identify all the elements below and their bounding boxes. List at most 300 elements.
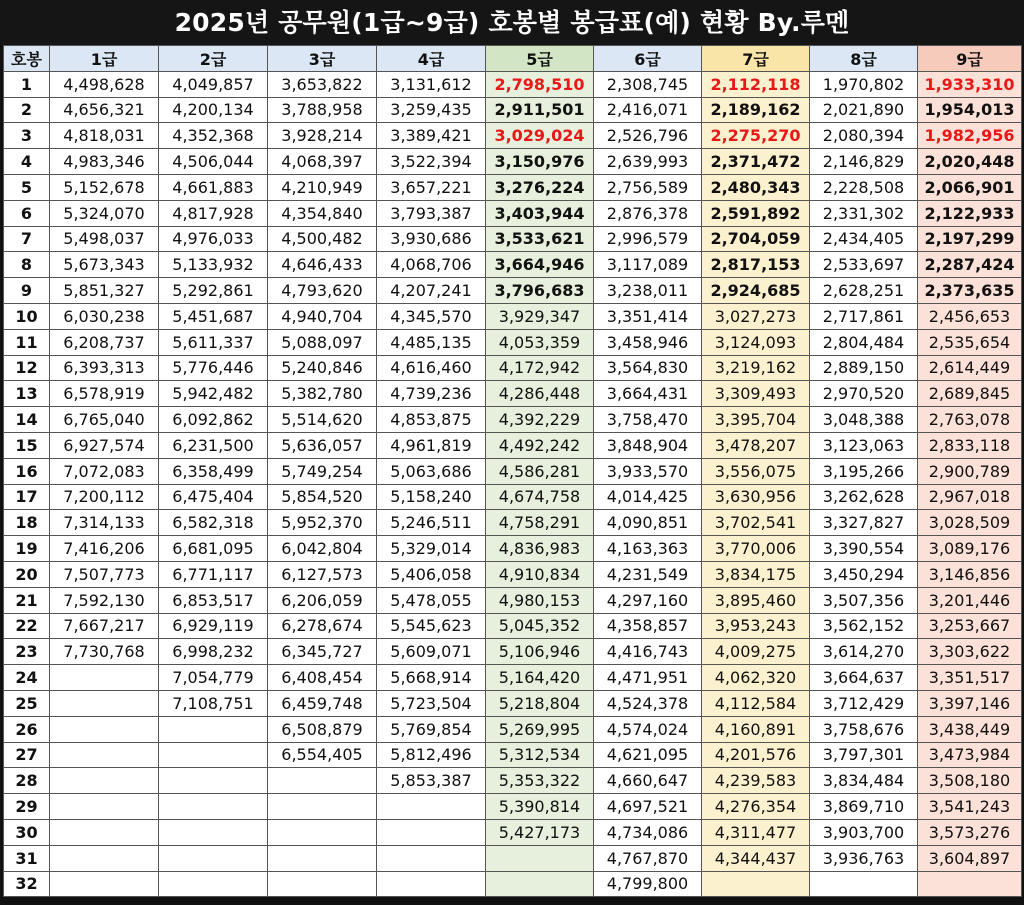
step-number: 30 [4, 819, 50, 845]
salary-cell [268, 794, 377, 820]
salary-cell: 3,146,856 [918, 561, 1022, 587]
salary-cell [50, 716, 159, 742]
salary-cell: 5,812,496 [377, 742, 486, 768]
salary-cell: 5,382,780 [268, 381, 377, 407]
salary-cell: 2,833,118 [918, 432, 1022, 458]
salary-cell: 3,397,146 [918, 690, 1022, 716]
table-row [4, 458, 1022, 484]
salary-cell: 4,090,851 [594, 510, 702, 536]
salary-cell: 5,514,620 [268, 407, 377, 433]
salary-cell: 2,763,078 [918, 407, 1022, 433]
salary-cell: 5,133,932 [159, 252, 268, 278]
salary-cell [810, 871, 918, 897]
step-number: 23 [4, 639, 50, 665]
table-row [4, 407, 1022, 433]
salary-cell: 2,704,059 [702, 226, 810, 252]
table-row [4, 845, 1022, 871]
salary-cell: 4,767,870 [594, 845, 702, 871]
salary-cell: 6,092,862 [159, 407, 268, 433]
salary-cell: 6,393,313 [50, 355, 159, 381]
salary-cell: 7,730,768 [50, 639, 159, 665]
salary-cell: 3,259,435 [377, 97, 486, 123]
salary-cell: 4,621,095 [594, 742, 702, 768]
table-row [4, 794, 1022, 820]
salary-cell: 3,533,621 [486, 226, 594, 252]
salary-cell: 4,239,583 [702, 768, 810, 794]
header-grade-3: 3급 [268, 46, 377, 72]
salary-cell: 4,276,354 [702, 794, 810, 820]
header-grade-2: 2급 [159, 46, 268, 72]
salary-cell: 2,189,162 [702, 97, 810, 123]
salary-cell: 3,389,421 [377, 123, 486, 149]
salary-cell: 4,656,321 [50, 97, 159, 123]
step-number: 32 [4, 871, 50, 897]
salary-cell: 4,485,135 [377, 329, 486, 355]
salary-cell: 3,028,509 [918, 510, 1022, 536]
salary-cell: 5,942,482 [159, 381, 268, 407]
step-number: 12 [4, 355, 50, 381]
salary-cell: 3,556,075 [702, 458, 810, 484]
salary-cell: 7,314,133 [50, 510, 159, 536]
step-number: 17 [4, 484, 50, 510]
salary-cell: 5,609,071 [377, 639, 486, 665]
salary-cell: 4,661,883 [159, 174, 268, 200]
salary-cell: 3,253,667 [918, 613, 1022, 639]
salary-cell: 5,749,254 [268, 458, 377, 484]
salary-cell [50, 871, 159, 897]
salary-cell: 6,208,737 [50, 329, 159, 355]
salary-cell: 3,796,683 [486, 278, 594, 304]
salary-cell: 4,344,437 [702, 845, 810, 871]
salary-cell: 4,734,086 [594, 819, 702, 845]
salary-cell: 2,456,653 [918, 303, 1022, 329]
salary-cell: 2,717,861 [810, 303, 918, 329]
salary-cell: 2,287,424 [918, 252, 1022, 278]
step-number: 10 [4, 303, 50, 329]
salary-cell: 6,206,059 [268, 587, 377, 613]
table-row [4, 665, 1022, 691]
salary-cell: 3,508,180 [918, 768, 1022, 794]
salary-cell: 5,673,343 [50, 252, 159, 278]
step-number: 1 [4, 71, 50, 97]
table-row [4, 510, 1022, 536]
salary-cell: 4,983,346 [50, 149, 159, 175]
header-grade-5: 5급 [486, 46, 594, 72]
salary-cell: 2,639,993 [594, 149, 702, 175]
salary-cell: 2,924,685 [702, 278, 810, 304]
salary-cell: 5,152,678 [50, 174, 159, 200]
salary-cell: 3,758,676 [810, 716, 918, 742]
salary-cell: 4,345,570 [377, 303, 486, 329]
salary-cell: 3,895,460 [702, 587, 810, 613]
salary-cell: 4,311,477 [702, 819, 810, 845]
salary-cell: 6,127,573 [268, 561, 377, 587]
salary-cell: 2,817,153 [702, 252, 810, 278]
salary-cell: 4,586,281 [486, 458, 594, 484]
salary-cell: 6,408,454 [268, 665, 377, 691]
salary-cell: 3,664,637 [810, 665, 918, 691]
salary-cell: 2,689,845 [918, 381, 1022, 407]
salary-cell: 5,390,814 [486, 794, 594, 820]
salary-cell [918, 871, 1022, 897]
salary-cell: 3,614,270 [810, 639, 918, 665]
salary-cell: 2,889,150 [810, 355, 918, 381]
salary-cell: 3,522,394 [377, 149, 486, 175]
salary-cell: 3,541,243 [918, 794, 1022, 820]
salary-cell: 3,473,984 [918, 742, 1022, 768]
table-row [4, 381, 1022, 407]
salary-cell: 5,851,327 [50, 278, 159, 304]
step-number: 2 [4, 97, 50, 123]
salary-cell: 3,195,266 [810, 458, 918, 484]
salary-cell: 2,798,510 [486, 71, 594, 97]
step-number: 28 [4, 768, 50, 794]
salary-cell: 6,358,499 [159, 458, 268, 484]
salary-cell: 4,014,425 [594, 484, 702, 510]
salary-cell [159, 845, 268, 871]
step-number: 13 [4, 381, 50, 407]
table-row [4, 200, 1022, 226]
salary-cell: 3,653,822 [268, 71, 377, 97]
table-row [4, 716, 1022, 742]
salary-cell: 4,500,482 [268, 226, 377, 252]
salary-cell: 4,660,647 [594, 768, 702, 794]
table-row [4, 613, 1022, 639]
salary-cell: 3,930,686 [377, 226, 486, 252]
header-grade-7: 7급 [702, 46, 810, 72]
salary-cell: 2,066,901 [918, 174, 1022, 200]
page-title: 2025년 공무원(1급~9급) 호봉별 봉급표(예) 현황 By.루멘 [0, 0, 1024, 45]
header-grade-1: 1급 [50, 46, 159, 72]
salary-cell: 4,853,875 [377, 407, 486, 433]
salary-cell: 3,123,063 [810, 432, 918, 458]
salary-cell: 4,976,033 [159, 226, 268, 252]
salary-cell: 4,053,359 [486, 329, 594, 355]
salary-cell: 5,427,173 [486, 819, 594, 845]
salary-cell [159, 768, 268, 794]
table-row [4, 226, 1022, 252]
salary-cell: 2,146,829 [810, 149, 918, 175]
salary-cell: 2,308,745 [594, 71, 702, 97]
salary-cell: 3,027,273 [702, 303, 810, 329]
salary-cell: 3,507,356 [810, 587, 918, 613]
salary-cell: 4,799,800 [594, 871, 702, 897]
salary-cell: 4,697,521 [594, 794, 702, 820]
salary-cell: 3,564,830 [594, 355, 702, 381]
salary-cell: 7,592,130 [50, 587, 159, 613]
salary-cell: 3,089,176 [918, 536, 1022, 562]
salary-cell: 2,756,589 [594, 174, 702, 200]
salary-cell: 6,345,727 [268, 639, 377, 665]
salary-cell: 3,664,946 [486, 252, 594, 278]
salary-cell: 4,961,819 [377, 432, 486, 458]
salary-cell: 5,324,070 [50, 200, 159, 226]
salary-cell: 4,836,983 [486, 536, 594, 562]
step-number: 14 [4, 407, 50, 433]
salary-cell: 3,309,493 [702, 381, 810, 407]
salary-cell: 6,459,748 [268, 690, 377, 716]
salary-cell: 3,928,214 [268, 123, 377, 149]
salary-cell: 2,122,933 [918, 200, 1022, 226]
step-number: 31 [4, 845, 50, 871]
salary-cell: 2,804,484 [810, 329, 918, 355]
salary-cell: 5,636,057 [268, 432, 377, 458]
salary-cell: 3,390,554 [810, 536, 918, 562]
salary-cell: 3,150,976 [486, 149, 594, 175]
salary-cell: 3,758,470 [594, 407, 702, 433]
table-row [4, 149, 1022, 175]
salary-cell: 6,030,238 [50, 303, 159, 329]
salary-cell: 6,771,117 [159, 561, 268, 587]
table-row [4, 123, 1022, 149]
salary-cell: 5,045,352 [486, 613, 594, 639]
salary-cell: 5,353,322 [486, 768, 594, 794]
salary-cell: 4,739,236 [377, 381, 486, 407]
salary-cell: 4,210,949 [268, 174, 377, 200]
step-number: 16 [4, 458, 50, 484]
salary-cell: 2,526,796 [594, 123, 702, 149]
salary-cell: 5,106,946 [486, 639, 594, 665]
salary-cell: 4,354,840 [268, 200, 377, 226]
salary-cell: 2,331,302 [810, 200, 918, 226]
salary-cell [268, 871, 377, 897]
salary-cell: 3,029,024 [486, 123, 594, 149]
salary-cell: 4,674,758 [486, 484, 594, 510]
salary-cell: 5,853,387 [377, 768, 486, 794]
salary-cell: 4,817,928 [159, 200, 268, 226]
table-row [4, 536, 1022, 562]
salary-cell: 2,480,343 [702, 174, 810, 200]
salary-cell: 4,297,160 [594, 587, 702, 613]
table-row [4, 819, 1022, 845]
salary-cell: 6,554,405 [268, 742, 377, 768]
salary-cell: 5,218,804 [486, 690, 594, 716]
salary-cell: 5,088,097 [268, 329, 377, 355]
salary-cell [486, 845, 594, 871]
salary-cell: 3,657,221 [377, 174, 486, 200]
salary-cell: 4,392,229 [486, 407, 594, 433]
step-number: 25 [4, 690, 50, 716]
salary-cell: 7,072,083 [50, 458, 159, 484]
salary-cell: 3,953,243 [702, 613, 810, 639]
salary-cell: 4,793,620 [268, 278, 377, 304]
step-number: 29 [4, 794, 50, 820]
salary-cell: 5,498,037 [50, 226, 159, 252]
salary-cell [50, 742, 159, 768]
salary-cell: 2,228,508 [810, 174, 918, 200]
salary-cell [268, 768, 377, 794]
salary-cell [486, 871, 594, 897]
salary-cell: 6,998,232 [159, 639, 268, 665]
salary-cell: 7,054,779 [159, 665, 268, 691]
salary-cell: 6,681,095 [159, 536, 268, 562]
salary-cell: 4,416,743 [594, 639, 702, 665]
salary-cell: 1,970,802 [810, 71, 918, 97]
salary-cell: 5,611,337 [159, 329, 268, 355]
table-row [4, 768, 1022, 794]
salary-cell: 3,048,388 [810, 407, 918, 433]
salary-cell: 3,219,162 [702, 355, 810, 381]
table-row [4, 690, 1022, 716]
salary-cell: 6,508,879 [268, 716, 377, 742]
step-number: 3 [4, 123, 50, 149]
salary-cell [159, 716, 268, 742]
salary-cell: 3,788,958 [268, 97, 377, 123]
salary-cell: 2,967,018 [918, 484, 1022, 510]
step-number: 11 [4, 329, 50, 355]
salary-cell: 3,351,414 [594, 303, 702, 329]
salary-cell: 5,776,446 [159, 355, 268, 381]
salary-cell: 4,062,320 [702, 665, 810, 691]
header-grade-8: 8급 [810, 46, 918, 72]
salary-cell [50, 794, 159, 820]
salary-cell: 3,395,704 [702, 407, 810, 433]
salary-cell: 7,200,112 [50, 484, 159, 510]
table-body [4, 71, 1022, 897]
salary-cell: 5,269,995 [486, 716, 594, 742]
salary-cell: 6,582,318 [159, 510, 268, 536]
step-number: 20 [4, 561, 50, 587]
salary-cell: 2,275,270 [702, 123, 810, 149]
salary-cell: 4,112,584 [702, 690, 810, 716]
salary-cell: 3,664,431 [594, 381, 702, 407]
salary-cell: 5,240,846 [268, 355, 377, 381]
salary-cell: 4,492,242 [486, 432, 594, 458]
salary-cell: 2,591,892 [702, 200, 810, 226]
table-row [4, 329, 1022, 355]
salary-cell: 2,197,299 [918, 226, 1022, 252]
salary-cell: 4,068,397 [268, 149, 377, 175]
salary-cell: 3,117,089 [594, 252, 702, 278]
salary-cell: 4,524,378 [594, 690, 702, 716]
salary-cell: 2,911,501 [486, 97, 594, 123]
salary-cell: 3,262,628 [810, 484, 918, 510]
table-row [4, 355, 1022, 381]
salary-cell: 5,406,058 [377, 561, 486, 587]
salary-cell: 7,108,751 [159, 690, 268, 716]
salary-cell: 3,303,622 [918, 639, 1022, 665]
salary-cell: 3,770,006 [702, 536, 810, 562]
salary-cell: 4,498,628 [50, 71, 159, 97]
salary-cell: 3,403,944 [486, 200, 594, 226]
header-grade-6: 6급 [594, 46, 702, 72]
salary-cell: 6,853,517 [159, 587, 268, 613]
salary-cell: 1,982,956 [918, 123, 1022, 149]
step-number: 22 [4, 613, 50, 639]
salary-cell: 5,952,370 [268, 510, 377, 536]
table-row [4, 71, 1022, 97]
salary-cell: 4,207,241 [377, 278, 486, 304]
salary-cell: 3,869,710 [810, 794, 918, 820]
salary-cell: 3,438,449 [918, 716, 1022, 742]
salary-cell: 4,910,834 [486, 561, 594, 587]
salary-cell: 4,163,363 [594, 536, 702, 562]
salary-cell: 5,668,914 [377, 665, 486, 691]
salary-cell [50, 665, 159, 691]
salary-cell: 2,628,251 [810, 278, 918, 304]
salary-cell: 3,327,827 [810, 510, 918, 536]
salary-cell: 4,286,448 [486, 381, 594, 407]
salary-cell: 3,848,904 [594, 432, 702, 458]
table-row [4, 432, 1022, 458]
step-number: 24 [4, 665, 50, 691]
salary-cell: 1,933,310 [918, 71, 1022, 97]
header-grade-4: 4급 [377, 46, 486, 72]
salary-cell: 3,903,700 [810, 819, 918, 845]
salary-cell: 5,723,504 [377, 690, 486, 716]
salary-cell: 4,358,857 [594, 613, 702, 639]
salary-cell: 2,112,118 [702, 71, 810, 97]
salary-cell [377, 845, 486, 871]
salary-cell: 4,200,134 [159, 97, 268, 123]
salary-cell [50, 845, 159, 871]
salary-cell: 5,545,623 [377, 613, 486, 639]
step-number: 8 [4, 252, 50, 278]
salary-cell: 4,506,044 [159, 149, 268, 175]
salary-cell: 6,042,804 [268, 536, 377, 562]
salary-cell: 2,373,635 [918, 278, 1022, 304]
salary-cell: 3,702,541 [702, 510, 810, 536]
salary-cell: 5,854,520 [268, 484, 377, 510]
salary-cell: 7,667,217 [50, 613, 159, 639]
table-row [4, 174, 1022, 200]
salary-cell: 2,020,448 [918, 149, 1022, 175]
salary-cell: 3,351,517 [918, 665, 1022, 691]
salary-cell: 2,434,405 [810, 226, 918, 252]
salary-cell: 3,834,175 [702, 561, 810, 587]
salary-cell: 3,562,152 [810, 613, 918, 639]
step-number: 21 [4, 587, 50, 613]
salary-cell: 3,834,484 [810, 768, 918, 794]
salary-cell: 3,131,612 [377, 71, 486, 97]
table-row [4, 97, 1022, 123]
salary-cell: 4,231,549 [594, 561, 702, 587]
table-row [4, 871, 1022, 897]
salary-cell: 5,063,686 [377, 458, 486, 484]
salary-cell: 3,936,763 [810, 845, 918, 871]
salary-cell: 3,124,093 [702, 329, 810, 355]
salary-cell: 2,021,890 [810, 97, 918, 123]
salary-cell: 4,471,951 [594, 665, 702, 691]
salary-cell: 4,616,460 [377, 355, 486, 381]
step-number: 7 [4, 226, 50, 252]
salary-cell: 3,201,446 [918, 587, 1022, 613]
salary-cell: 5,312,534 [486, 742, 594, 768]
salary-cell: 3,604,897 [918, 845, 1022, 871]
salary-cell: 4,009,275 [702, 639, 810, 665]
salary-cell: 2,996,579 [594, 226, 702, 252]
salary-cell: 3,238,011 [594, 278, 702, 304]
salary-cell [159, 819, 268, 845]
salary-cell [702, 871, 810, 897]
salary-cell: 6,929,119 [159, 613, 268, 639]
table-row [4, 742, 1022, 768]
step-number: 15 [4, 432, 50, 458]
step-number: 4 [4, 149, 50, 175]
salary-cell: 3,933,570 [594, 458, 702, 484]
header-step: 호봉 [4, 46, 50, 72]
header-row [4, 46, 1022, 72]
salary-cell [159, 871, 268, 897]
step-number: 18 [4, 510, 50, 536]
salary-cell: 5,164,420 [486, 665, 594, 691]
table-row [4, 587, 1022, 613]
salary-cell: 5,329,014 [377, 536, 486, 562]
step-number: 26 [4, 716, 50, 742]
salary-cell [377, 871, 486, 897]
salary-cell: 4,818,031 [50, 123, 159, 149]
salary-cell [268, 845, 377, 871]
